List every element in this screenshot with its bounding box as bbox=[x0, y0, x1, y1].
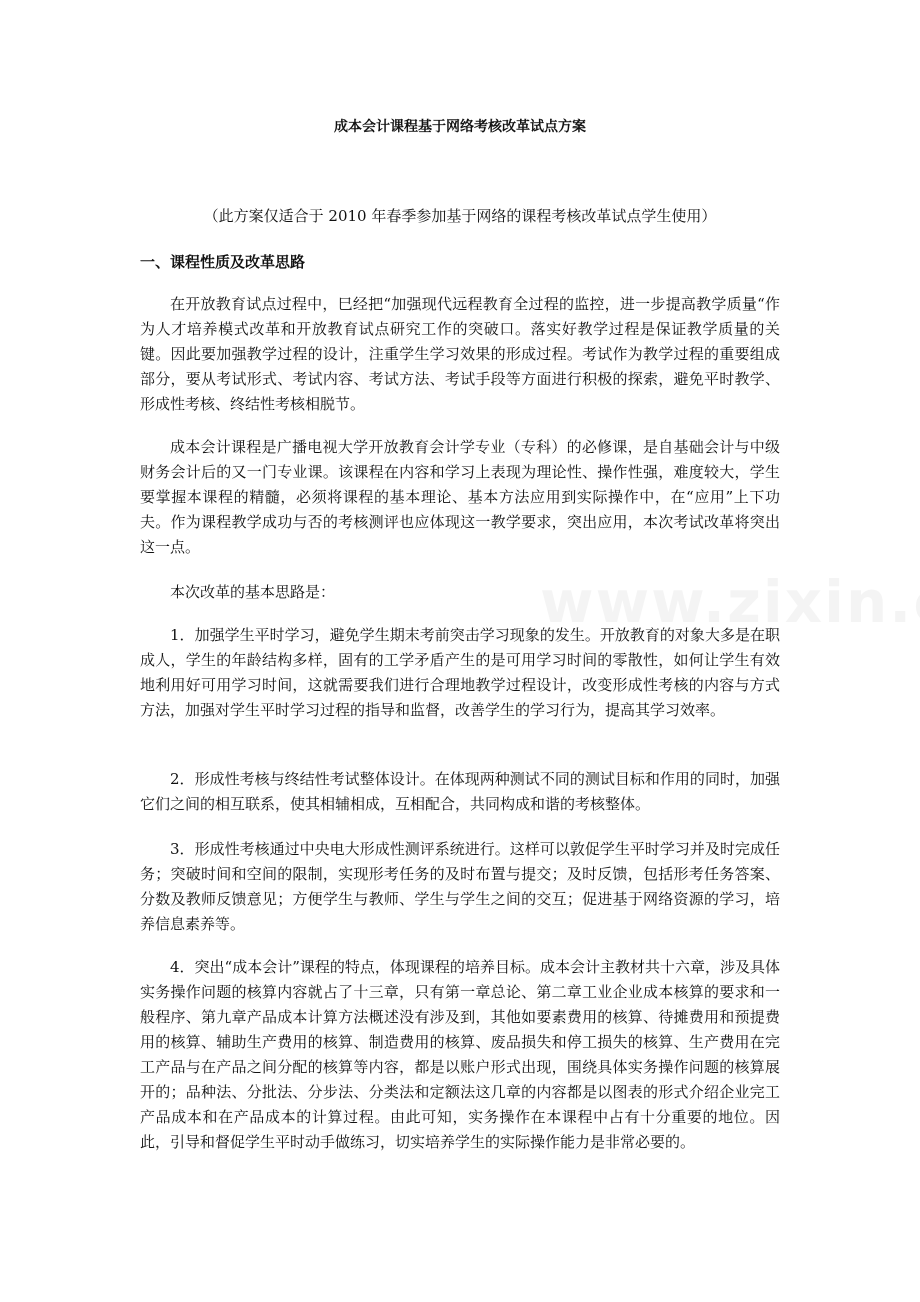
paragraph-point-4: 4．突出“成本会计”课程的特点，体现课程的培养目标。成本会计主教材共十六章，涉及具体实务操作问题的核算内容就占了十三章，只有第一章总论、第二章工业企业成本核算的要求和一般程序、第九章产品成本计算方法概述没有涉及到，其他如要素费用的核算、待摊费用和预提费用的核算、辅助生产费用的核算、制造费用的核算、废品损失和停工损失的核算、生产费用在完工产品与在产品之间分配的核算等内容，都是以账户形式出现，围绕具体实务操作问题的核算展开的；品种法、分批法、分步法、分类法和定额法这几章的内容都是以图表的形式介绍企业完工产品成本和在产品成本的计算过程。由此可知，实务操作在本课程中占有十分重要的地位。因此，引导和督促学生平时动手做练习，切实培养学生的实际操作能力是非常必要的。 bbox=[140, 958, 780, 1151]
paragraph-point-2: 2．形成性考核与终结性考试整体设计。在体现两种测试不同的测试目标和作用的同时，加强它们之间的相互联系，使其相辅相成，互相配合，共同构成和谐的考核整体。 bbox=[140, 770, 780, 813]
section-heading: 一、课程性质及改革思路 bbox=[140, 253, 306, 271]
document-subtitle: （此方案仅适合于 2010 年春季参加基于网络的课程考核改革试点学生使用） bbox=[203, 207, 717, 225]
paragraph-point-3: 3．形成性考核通过中央电大形成性测评系统进行。这样可以敦促学生平时学习并及时完成任务；突破时间和空间的限制，实现形考任务的及时布置与提交；及时反馈，包括形考任务答案、分数及教师反馈意见；方便学生与教师、学生与学生之间的交互；促进基于网络资源的学习，培养信息素养等。 bbox=[140, 840, 780, 933]
paragraph-course-nature: 成本会计课程是广播电视大学开放教育会计学专业（专科）的必修课，是自基础会计与中级财务会计后的又一门专业课。该课程在内容和学习上表现为理论性、操作性强，难度较大，学生要掌握本课程的精髓，必须将课程的基本理论、基本方法应用到实际操作中，在“应用”上下功夫。作为课程教学成功与否的考核测评也应体现这一教学要求，突出应用，本次考试改革将突出这一点。 bbox=[140, 438, 780, 556]
paragraph-intro: 在开放教育试点过程中，巳经把“加强现代远程教育全过程的监控，进一步提高教学质量“作为人才培养模式改革和开放教育试点研究工作的突破口。落实好教学过程是保证教学质量的关键。因此要加强教学过程的设计，注重学生学习效果的形成过程。考试作为教学过程的重要组成部分，要从考试形式、考试内容、考试方法、考试手段等方面进行积极的探索，避免平时教学、形成性考核、终结性考核相脱节。 bbox=[140, 295, 780, 413]
document-title: 成本会计课程基于网络考核改革试点方案 bbox=[334, 119, 586, 135]
paragraph-point-1: 1．加强学生平时学习，避免学生期末考前突击学习现象的发生。开放教育的对象大多是在职成人，学生的年龄结构多样，固有的工学矛盾产生的是可用学习时间的零散性，如何让学生有效地利用好可用学习时间，这就需要我们进行合理地教学过程设计，改变形成性考核的内容与方式方法，加强对学生平时学习过程的指导和监督，改善学生的学习行为，提高其学习效率。 bbox=[140, 626, 780, 719]
paragraph-reform-idea-lead: 本次改革的基本思路是： bbox=[170, 583, 336, 601]
